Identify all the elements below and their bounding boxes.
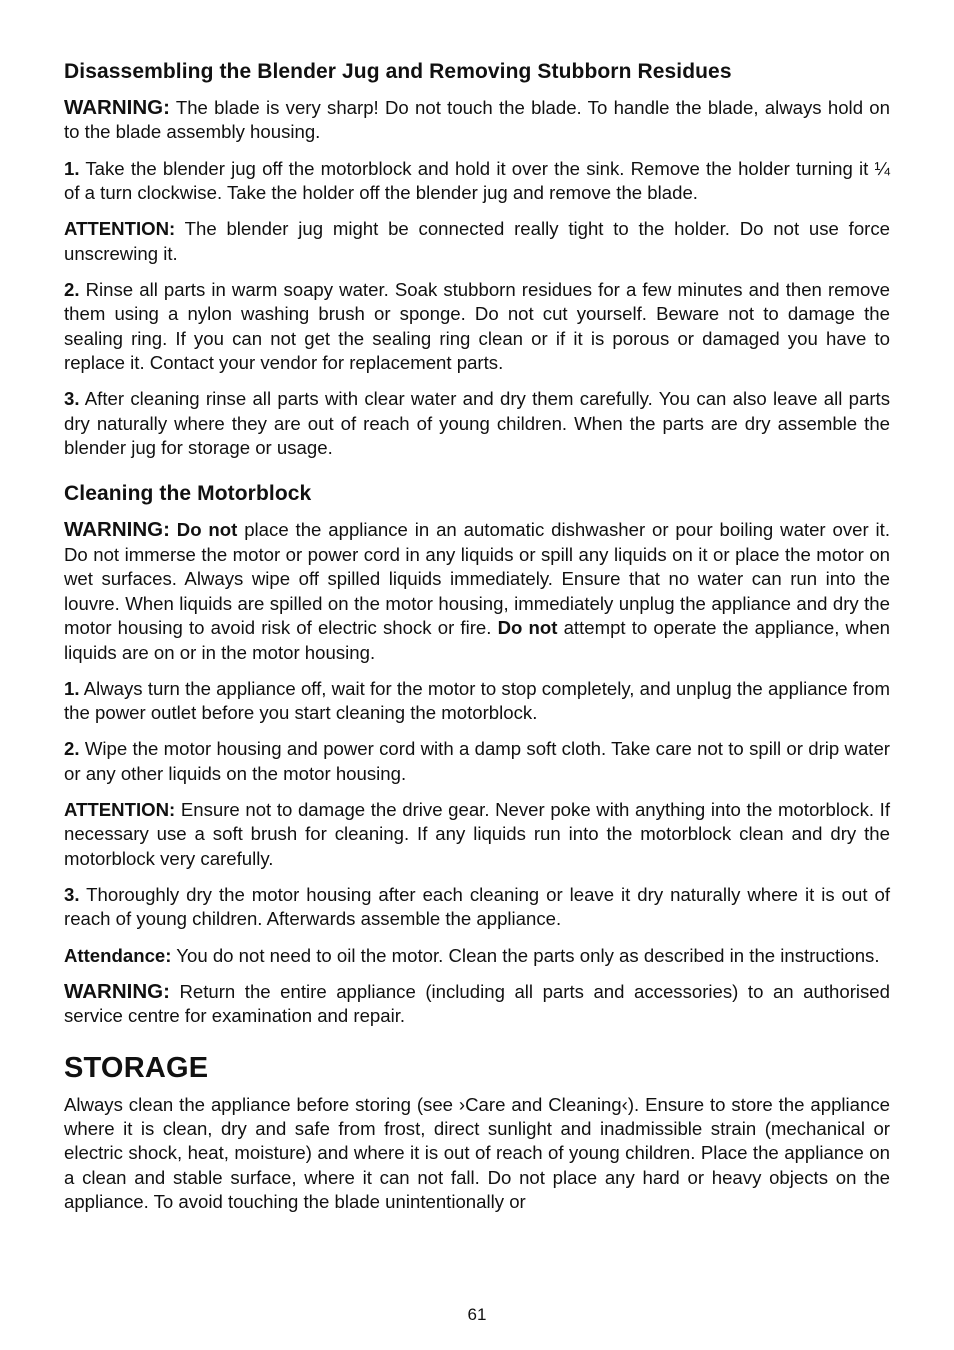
step-paragraph-1 bbox=[64, 677, 890, 726]
warning-label: WARNING: bbox=[64, 96, 170, 119]
paragraph-text: The blender jug might be connected really tight to the holder. Do not use force unscrewing it. bbox=[64, 218, 890, 264]
attention-label: ATTENTION: bbox=[64, 798, 176, 820]
paragraph-text: You do not need to oil the motor. Clean the parts only as described in the instructions. bbox=[171, 944, 880, 966]
step-paragraph-1 bbox=[64, 157, 890, 206]
paragraph-text: Take the blender jug off the motorblock and hold it over the sink. Remove the holder turning it ¼ of a turn clockwise. Take the holder off the blender jug and remove the blade. bbox=[64, 157, 890, 204]
paragraph-text: Always turn the appliance off, wait for the motor to stop completely, and unplug the appliance from the power outlet before you start cleaning the motorblock. bbox=[64, 677, 890, 724]
paragraph-text: The blade is very sharp! Do not touch the blade. To handle the blade, always hold on to the blade assembly housing. bbox=[64, 97, 890, 143]
paragraph-text: attempt to operate the appliance, when liquids are on or in the motor housing. bbox=[64, 617, 891, 663]
section-heading-cleaning-motorblock: Cleaning the Motorblock bbox=[64, 482, 312, 506]
step-number: 3. bbox=[64, 388, 80, 410]
warning-paragraph bbox=[64, 96, 890, 145]
step-paragraph-2 bbox=[64, 278, 890, 376]
attention-paragraph bbox=[64, 798, 890, 871]
paragraph-text: Thoroughly dry the motor housing after each cleaning or leave it dry naturally where it is out of reach of young children. Afterwards assemble the appliance. bbox=[64, 883, 890, 930]
section-heading-storage: STORAGE bbox=[64, 1051, 209, 1084]
warning-paragraph bbox=[64, 518, 890, 664]
storage-paragraph: Always clean the appliance before storing (see ›Care and Cleaning‹). Ensure to store the appliance where it is clean, dry and safe from frost, direct sunlight and inadmissible strain (mechanical or electric shock, heat, moisture) and where it is out of reach of young children. Place the appliance on a clean and stable surface, where it can not fall. Do not place any hard or heavy objects on the appliance. To avoid touching the blade unintentionally or bbox=[64, 1093, 890, 1213]
section-heading-disassembling: Disassembling the Blender Jug and Removing Stubborn Residues bbox=[64, 60, 732, 83]
emphasis-text: Do not bbox=[169, 519, 238, 541]
warning-label: WARNING: bbox=[64, 979, 170, 1003]
warning-label: WARNING: bbox=[64, 518, 170, 542]
step-paragraph-3 bbox=[64, 883, 890, 932]
paragraph-text: Ensure not to damage the drive gear. Never poke with anything into the motorblock. If necessary use a soft brush for cleaning. If any liquids run into the motorblock clean and dry the motorblock very carefully. bbox=[64, 798, 890, 869]
emphasis-text: Do not bbox=[497, 617, 558, 639]
step-number: 3. bbox=[64, 883, 80, 905]
paragraph-text: Rinse all parts in warm soapy water. Soak stubborn residues for a few minutes and then remove them using a nylon washing brush or sponge. Do not cut yourself. Beware not to damage the sealing ring. If you can not get the sealing ring clean or if it is porous or damaged you have to replace it. Contact your vendor for replacement parts. bbox=[64, 278, 890, 374]
paragraph-text: place the appliance in an automatic dishwasher or pour boiling water over it. Do not immerse the motor or power cord in any liquids or spill any liquids on it or place the motor on wet surfaces. Always wipe off spilled liquids immediately. Ensure that no water can run into the louvre. When liquids are spilled on the motor housing, immediately unplug the appliance and dry the motor housing to avoid risk of electric shock or fire. bbox=[64, 519, 890, 639]
manual-page bbox=[64, 58, 890, 1226]
paragraph-text: After cleaning rinse all parts with clear water and dry them carefully. You can also leave all parts dry naturally where they are out of reach of young children. When the parts are dry assemble the blender jug for storage or usage. bbox=[64, 388, 890, 459]
paragraph-text: Wipe the motor housing and power cord with a damp soft cloth. Take care not to spill or drip water or any other liquids on the motor housing. bbox=[64, 738, 890, 784]
step-number: 2. bbox=[64, 278, 80, 300]
step-paragraph-2 bbox=[64, 737, 890, 786]
attendance-label: Attendance: bbox=[64, 944, 172, 966]
step-number: 2. bbox=[64, 738, 80, 760]
attendance-paragraph bbox=[64, 944, 890, 968]
step-number: 1. bbox=[64, 157, 80, 179]
step-paragraph-3 bbox=[64, 387, 890, 460]
attention-label: ATTENTION: bbox=[64, 218, 176, 240]
page-number: 61 bbox=[467, 1305, 487, 1324]
warning-paragraph bbox=[64, 980, 890, 1029]
attention-paragraph bbox=[64, 217, 890, 266]
step-number: 1. bbox=[64, 677, 80, 699]
paragraph-text: Return the entire appliance (including all parts and accessories) to an authorised service centre for examination and repair. bbox=[64, 980, 890, 1027]
